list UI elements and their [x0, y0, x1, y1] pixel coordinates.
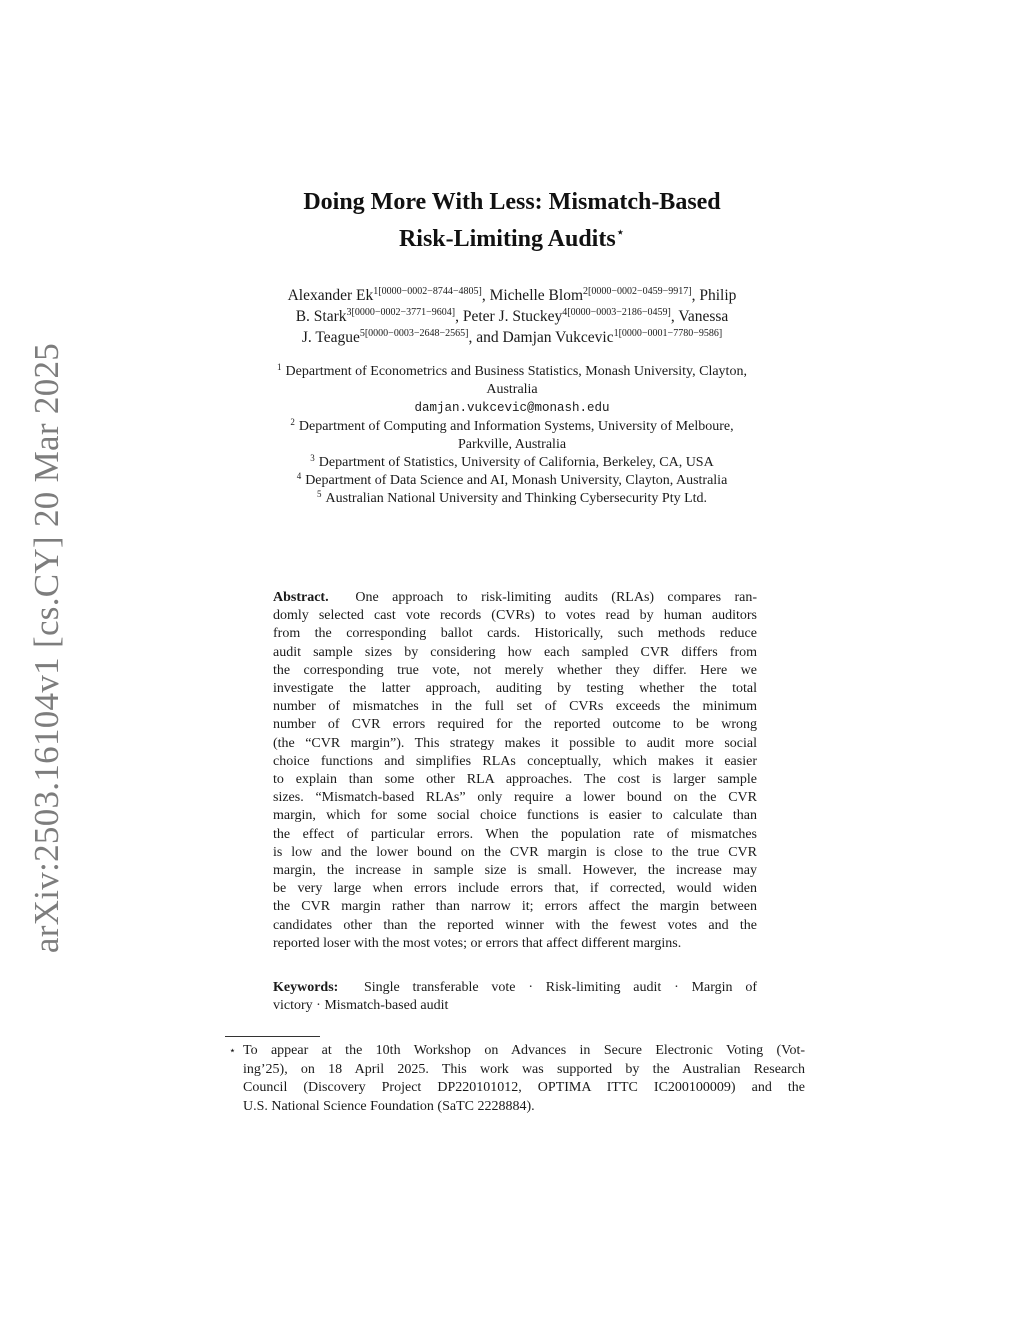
affiliation-text: Department of Statistics, University of California, Berkeley, CA, USA — [318, 455, 714, 471]
abstract-line: sizes. “Mismatch-based RLAs” only require a lower bound on the CVR — [273, 790, 757, 806]
affiliation-number: 4 — [296, 471, 302, 482]
footnote-divider — [225, 1036, 320, 1037]
author-orcid: 3[0000−0002−3771−9604] — [346, 307, 456, 318]
author-orcid: 1[0000−0002−8744−4805] — [373, 286, 482, 297]
abstract-line: number of CVR errors required for the reported outcome to be wrong — [273, 717, 757, 733]
title-line-2-text: Risk-Limiting Audits — [398, 226, 616, 252]
abstract-text: One approach to risk-limiting audits (RLAs) compares ran- — [355, 590, 757, 605]
keywords-text: Single transferable vote · Risk-limiting audit · Margin of — [363, 980, 757, 995]
affiliation-list — [212, 363, 812, 509]
author-list — [212, 285, 812, 348]
abstract-line: number of mismatches in the full set of CVRs exceeds the minimum — [273, 699, 757, 715]
affiliation-2-cont: Parkville, Australia — [457, 436, 567, 452]
keywords-line — [273, 979, 757, 997]
abstract-line: the CVR margin rather than narrow it; errors affect the margin between — [273, 899, 757, 915]
author-orcid: 5[0000−0003−2648−2565] — [359, 328, 469, 339]
abstract-line: (the “CVR margin”). This strategy makes it possible to audit more social — [273, 735, 757, 751]
abstract-line: margin, which for some social choice functions is easier to calculate than — [273, 808, 757, 824]
author-orcid: 1[0000−0001−7780−9586] — [613, 328, 723, 339]
abstract-line: margin, the increase in sample size is small. However, the increase may — [273, 863, 757, 879]
abstract-line: the effect of particular errors. When the population rate of mismatches — [273, 826, 757, 842]
author-name: Peter J. Stuckey — [462, 308, 563, 325]
author-name: Damjan Vukcevic — [502, 329, 614, 346]
affiliation-5 — [212, 490, 812, 508]
affiliation-number: 3 — [310, 453, 315, 464]
affiliation-2 — [212, 418, 812, 436]
abstract — [273, 589, 757, 953]
paper-title — [212, 187, 812, 255]
abstract-line: candidates other than the reported winner with the fewest votes and the — [273, 917, 757, 933]
abstract-line: from the corresponding ballot cards. Historically, such methods reduce — [273, 626, 757, 642]
abstract-line: to explain than some other RLA approaches. The cost is larger sample — [273, 772, 757, 788]
footnote-line: To appear at the 10th Workshop on Advances in Secure Electronic Voting (Vot- — [243, 1043, 805, 1058]
author-name: Alexander Ek — [287, 287, 374, 304]
author-line-2: B. Stark$^{3[0000-0002-3771-9604]}$, Peter J. Stuckey$^{4[0000-0003-2186-0459]}$, Vanessa — [295, 307, 729, 325]
author-line-1: Alexander $Ek^{1[0000-0002-8744-4805]}$, Michelle Blom$^{2[0000-0002-0459-9917]}$, Philip — [287, 286, 737, 304]
affiliation-1-cont: Australia — [486, 382, 538, 398]
arxiv-identifier-stamp: arXiv:2503.16104v1 [cs.CY] 20 Mar 2025 — [27, 342, 66, 954]
author-name-part: Philip — [699, 287, 737, 304]
author-name-part: J. Teague — [301, 329, 360, 346]
affiliation-number: 2 — [290, 416, 295, 427]
abstract-line: audit sample sizes by considering how each sampled CVR differs from — [273, 644, 757, 660]
keywords-line: victory · Mismatch-based audit — [273, 998, 449, 1014]
title-footnote — [225, 1042, 805, 1116]
affiliation-text: Department of Data Science and AI, Monash University, Clayton, Australia — [305, 473, 728, 489]
contact-email[interactable]: damjan.vukcevic@monash.edu — [414, 401, 610, 416]
footnote-line: U.S. National Science Foundation (SaTC 2228884). — [243, 1098, 535, 1114]
author-name-part: B. Stark — [295, 308, 347, 325]
footnote-line: ing’25), on 18 April 2025. This work was supported by the Australian Research — [243, 1061, 805, 1077]
author-orcid: 2[0000−0002−0459−9917] — [583, 286, 692, 297]
author-line-3: J. Teague$^{5[0000-0003-2648-2565]}$, and Damjan Vukcevic$^{1[0000-0001-7780-9586]}$ — [301, 328, 723, 346]
author-orcid: 4[0000−0003−2186−0459] — [562, 307, 671, 318]
abstract-line: choice functions and simplifies RLAs conceptually, which makes it easier — [273, 753, 757, 769]
abstract-line: reported loser with the most votes; or errors that affect different margins. — [273, 935, 682, 951]
footnote-mark: ⋆ — [229, 1045, 236, 1057]
affiliation-text: Australian National University and Thinking Cybersecurity Pty Ltd. — [325, 491, 708, 507]
affiliation-4 — [212, 472, 812, 490]
author-name-part: Vanessa — [678, 308, 729, 325]
title-line-1: Doing More With Less: Mismatch-Based — [303, 189, 721, 215]
abstract-label: Abstract. — [273, 590, 329, 605]
abstract-line: domly selected cast vote records (CVRs) to votes read by human auditors — [273, 608, 757, 624]
title-footnote-mark: ⋆ — [615, 225, 626, 241]
keywords-label: Keywords: — [273, 980, 339, 995]
affiliation-1 — [212, 363, 812, 381]
affiliation-number: 1 — [277, 362, 282, 372]
affiliation-text: Department of Econometrics and Business Statistics, Monash University, Clayton, — [285, 364, 747, 379]
footnote-line: Council (Discovery Project DP220101012, OPTIMA ITTC IC200100009) and the — [243, 1080, 805, 1095]
keywords — [273, 979, 757, 1015]
abstract-line: the corresponding true vote, not merely whether they differ. Here we — [273, 662, 757, 678]
affiliation-text: Department of Computing and Information Systems, University of Melboure, — [298, 418, 734, 434]
author-name: Michelle Blom — [489, 287, 584, 304]
affiliation-number: 5 — [316, 489, 322, 500]
abstract-line: investigate the latter approach, auditing by testing whether the total — [273, 681, 757, 697]
affiliation-3 — [212, 454, 812, 472]
abstract-line: be very large when errors include errors that, if corrected, would widen — [273, 881, 757, 897]
abstract-line: is low and the lower bound on the CVR margin is close to the true CVR — [273, 844, 757, 860]
title-line-2 — [212, 218, 812, 255]
abstract-line — [273, 589, 757, 607]
